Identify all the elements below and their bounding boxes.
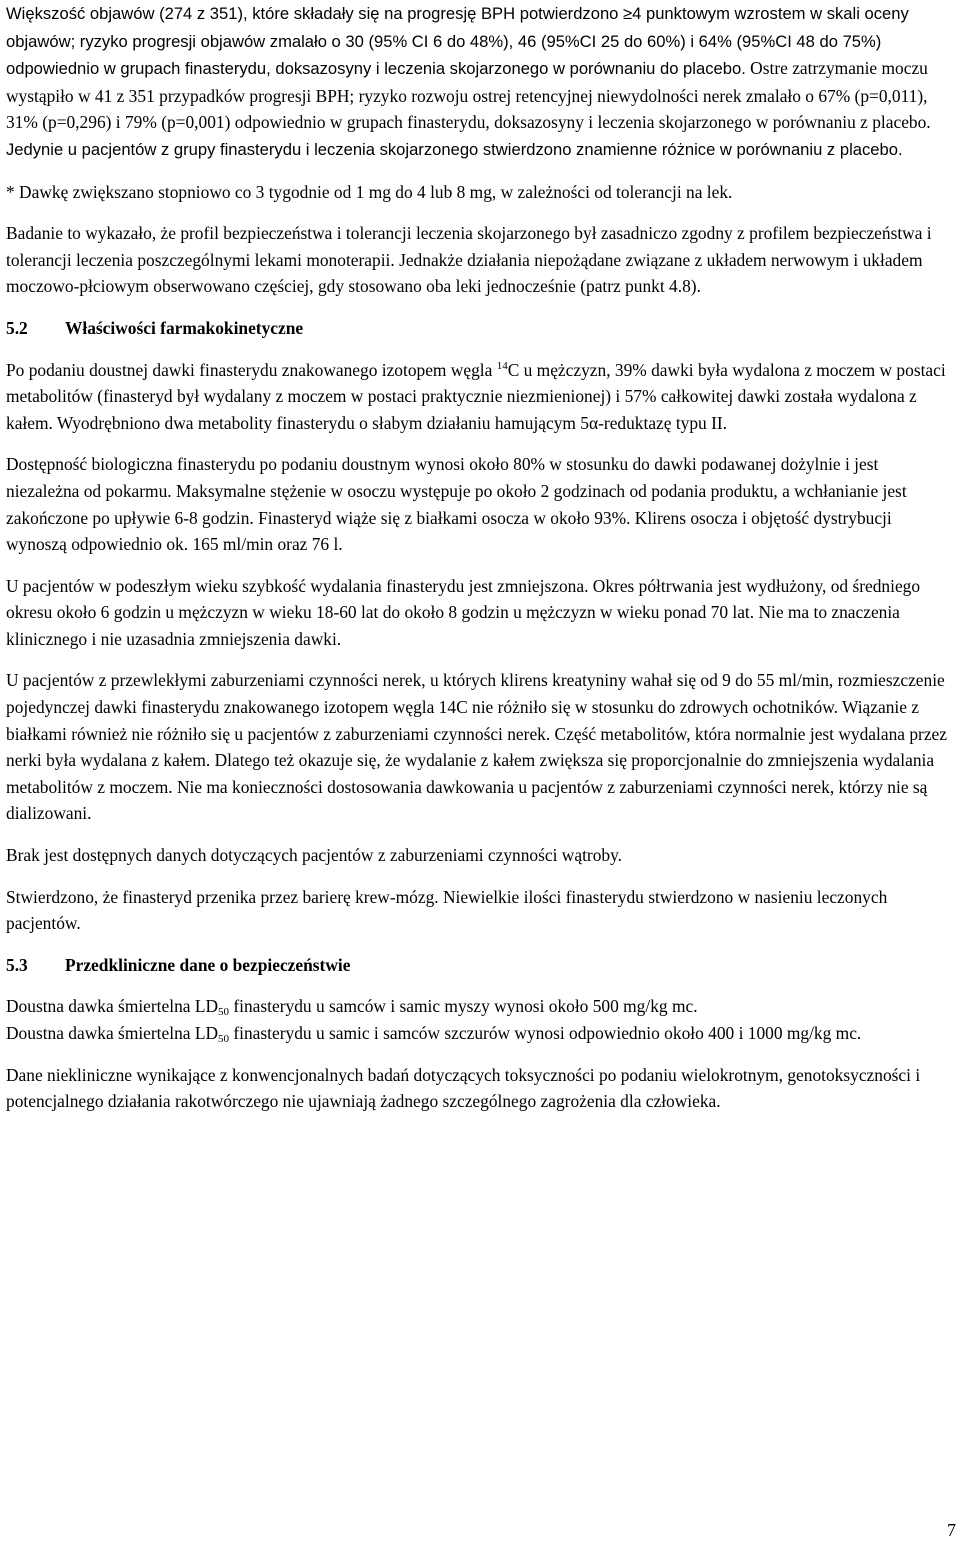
ld50-rats-start: Doustna dawka śmiertelna LD	[6, 1023, 219, 1043]
ld50-subscript: 50	[218, 1033, 230, 1045]
page-number: 7	[947, 1520, 956, 1540]
section-number: 5.3	[6, 954, 28, 975]
ld50-subscript: 50	[218, 1006, 230, 1019]
document-page	[6, 0, 956, 1115]
ld50-mice-end: finasterydu u samców i samic myszy wynosi około 500 mg/kg mc.	[229, 996, 698, 1017]
retention-text: Ostre zatrzymanie moczu wystąpiło w 41 z 351 przypadków progresji BPH; ryzyko rozwoju ostrej retencyjnej niewydolności nerek zmalało o 67% (p=0,011), 31% (p=0,296) i 79% (p=0,001) odpowiednio w grupach finasterydu, doksazosyny i leczenia skojarzonego w porównaniu z placebo.	[6, 58, 931, 133]
footnote-dose: * Dawkę zwiększano stopniowo co 3 tygodnie od 1 mg do 4 lub 8 mg, w zależności od tolerancji na lek.	[6, 181, 733, 202]
paragraph-elderly: U pacjentów w podeszłym wieku szybkość wydalania finasterydu jest zmniejszona. Okres półtrwania jest wydłużony, od średniego okresu około 6 godzin u mężczyzn w wieku 18-60 lat do około 8 godzin u mężczyzn w wieku ponad 70 lat. Nie ma to znaczenia klinicznego i nie uzasadnia zmniejszenia dawki.	[6, 575, 921, 649]
paragraph-nonclinical: Dane niekliniczne wynikające z konwencjonalnych badań dotyczących toksyczności po podaniu wielokrotnym, genotoksyczności i potencjalnego działania rakotwórczego nie ujawniają żadnego szczególnego zagrożenia dla człowieka.	[6, 1064, 921, 1112]
section-title: Przedkliniczne dane o bezpieczeństwie	[65, 954, 351, 975]
isotope-superscript: 14	[496, 359, 508, 372]
section-5-2-heading	[6, 315, 956, 342]
ld50-mice-start: Doustna dawka śmiertelna LD	[6, 996, 219, 1017]
paragraph-ld50	[6, 993, 956, 1046]
progression-text: Większość objawów (274 z 351), które składały się na progresję BPH potwierdzono ≥4 punktowym wzrostem w skali oceny objawów; ryzyko progresji objawów zmalało o 30 (95% CI 6 do 48%), 46 (95%CI 25 do 60%) i 64% (95%CI 48 do 75%) odpowiednio w grupach finasterydu, doksazosyny i leczenia skojarzonego w porównaniu do placebo.	[6, 4, 909, 79]
paragraph-bioavailability: Dostępność biologiczna finasterydu po podaniu doustnym wynosi około 80% w stosunku do dawki podawanej dożylnie i jest niezależna od pokarmu. Maksymalne stężenie w osoczu występuje po około 2 godzinach od podania produktu, a wchłanianie jest zakończone po upływie 6-8 godzin. Finasteryd wiąże się z białkami osocza w około 93%. Klirens osocza i objętość dystrybucji wynoszą odpowiednio ok. 165 ml/min oraz 76 l.	[6, 454, 907, 555]
section-5-3-heading	[6, 952, 956, 979]
paragraph-bph-progression	[6, 0, 956, 164]
paragraph-renal: U pacjentów z przewlekłymi zaburzeniami czynności nerek, u których klirens kreatyniny wahał się od 9 do 55 ml/min, rozmieszczenie pojedynczej dawki finasterydu znakowanego izotopem węgla 14C nie różniło się w stosunku do zdrowych ochotników. Wiązanie z białkami również nie różniło się u pacjentów z zaburzeniami czynności nerek. Część metabolitów, która normalnie jest wydalana przez nerki była wydalana z kałem. Dlatego też okazuje się, że wydalanie z kałem zwiększa się proporcjonalnie do zmniejszenia wydalania metabolitów z moczem. Nie ma konieczności dostosowania dawkowania u pacjentów z zaburzeniami czynności nerek, którzy nie są dializowani.	[6, 670, 947, 824]
section-title: Właściwości farmakokinetyczne	[65, 317, 304, 338]
paragraph-safety-profile: Badanie to wykazało, że profil bezpieczeństwa i tolerancji leczenia skojarzonego był zasadniczo zgodny z profilem bezpieczeństwa i tolerancji leczenia poszczególnymi lekami monoterapii. Jednakże działania niepożądane związane z układem nerwowym i układem moczowo-płciowym obserwowano częściej, gdy stosowano oba leki jednocześnie (patrz punkt 4.8).	[6, 223, 932, 297]
metabolism-text-start: Po podaniu doustnej dawki finasterydu znakowanego izotopem węgla	[6, 359, 497, 380]
paragraph-metabolism	[6, 357, 956, 437]
section-number: 5.2	[6, 317, 28, 338]
metabolism-text-end: C u mężczyzn, 39% dawki była wydalona z moczem w postaci metabolitów (finasteryd był wydalany z moczem w postaci praktycznie niezmienionej) i 57% całkowitej dawki została wydalona z kałem. Wyodrębniono dwa metabolity finasterydu o słabym działaniu hamującym 5α-reduktazę typu II.	[6, 359, 946, 433]
ld50-rats-end: finasterydu u samic i samców szczurów wynosi odpowiednio około 400 i 1000 mg/kg mc.	[229, 1023, 862, 1043]
paragraph-hepatic: Brak jest dostępnych danych dotyczących pacjentów z zaburzeniami czynności wątroby.	[6, 845, 622, 866]
difference-text: Jedynie u pacjentów z grupy finasterydu i leczenia skojarzonego stwierdzono znamienne różnice w porównaniu z placebo.	[6, 139, 903, 159]
paragraph-blood-brain: Stwierdzono, że finasteryd przenika przez barierę krew-mózg. Niewielkie ilości finasterydu stwierdzono w nasieniu leczonych pacjentów.	[6, 886, 888, 934]
